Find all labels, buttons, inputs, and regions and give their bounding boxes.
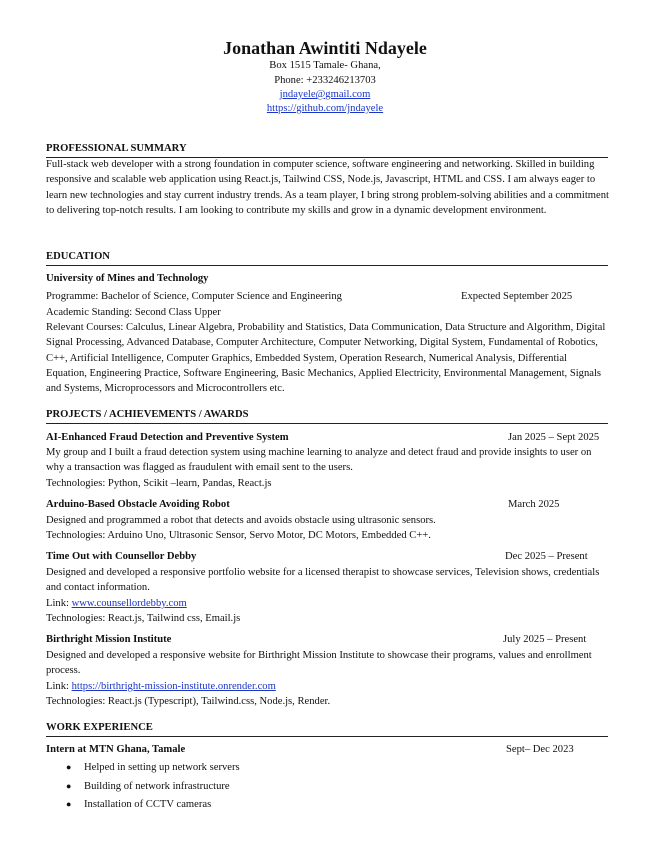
link-label: Link: [46,681,72,692]
github-link[interactable]: https://github.com/jndayele [266,103,384,114]
work-heading: WORK EXPERIENCE [46,721,608,737]
job-title: Intern at MTN Ghana, Tamale [46,744,186,755]
list-item: Building of network infrastructure [84,781,230,792]
programme: Programme: Bachelor of Science, Computer Science and Engineering [46,291,342,302]
project-technologies: Technologies: React.js, Tailwind css, Email.js [46,613,241,624]
list-item: Helped in setting up network servers [84,762,240,773]
list-item: Installation of CCTV cameras [84,799,212,810]
academic-standing: Academic Standing: Second Class Upper [46,307,221,318]
expected-date: Expected September 2025 [461,291,573,302]
project-link-row [46,679,276,694]
github-row [0,101,650,116]
project-description: Designed and programmed a robot that detects and avoids obstacle using ultrasonic sensors. [46,515,436,526]
project-title: Birthright Mission Institute [46,634,172,645]
birthright-link[interactable]: https://birthright-mission-institute.onrender.com [71,681,276,692]
job-date: Sept– Dec 2023 [506,744,574,755]
bullet-icon: ● [66,762,72,772]
counsellor-debby-link[interactable]: www.counsellordebby.com [71,598,187,609]
projects-heading: PROJECTS / ACHIEVEMENTS / AWARDS [46,408,608,424]
project-description: Designed and developed a responsive portfolio website for a licensed therapist to showcase services, Television shows, credentials and contact information. [46,567,600,594]
project-technologies: Technologies: React.js (Typescript), Tailwind.css, Node.js, Render. [46,696,331,707]
project-date: Jan 2025 – Sept 2025 [508,432,600,443]
email-link[interactable]: jndayele@gmail.com [279,89,371,100]
bullet-icon: ● [66,781,72,791]
candidate-name: Jonathan Awintiti Ndayele [223,38,427,58]
address: Box 1515 Tamale- Ghana, [269,60,381,71]
project-title: Time Out with Counsellor Debby [46,551,197,562]
school-name: University of Mines and Technology [46,273,209,284]
project-title: Arduino-Based Obstacle Avoiding Robot [46,499,230,510]
project-technologies: Technologies: Arduino Uno, Ultrasonic Sensor, Servo Motor, DC Motors, Embedded C++. [46,530,431,541]
project-description: My group and I built a fraud detection system using machine learning to analyze and detect fraud and provide insights to user on why a transaction was flagged as fraudulent with email sent to the users. [46,447,592,474]
project-description: Designed and developed a responsive website for Birthright Mission Institute to showcase their programs, values and enrollment process. [46,650,592,677]
bullet-icon: ● [66,799,72,809]
phone: Phone: +233246213703 [274,75,376,86]
relevant-courses: Relevant Courses: Calculus, Linear Algebra, Probability and Statistics, Data Communication, Data Structure and Algorithm, Digital Signal Processing, Advanced Database, Computer Architecture, Computer Networking, Digital System, Fundamental of Robotics, C++, Artificial Intelligence, Computer Graphics, Embedded System, Operation Research, Numerical Analysis, Differential Equation, Engineering Practice, Software Engineering, Basic Mechanics, Applied Electricity, Environmental Management, Signals and Systems, Microprocessors and Microcontrollers etc. [46,322,606,395]
project-date: March 2025 [508,499,560,510]
email-row [0,87,650,102]
project-title: AI-Enhanced Fraud Detection and Preventive System [46,432,289,443]
summary-heading: PROFESSIONAL SUMMARY [46,142,608,158]
project-link-row [46,596,187,611]
link-label: Link: [46,598,72,609]
project-technologies: Technologies: Python, Scikit –learn, Pandas, React.js [46,478,272,489]
project-date: July 2025 – Present [503,634,587,645]
project-date: Dec 2025 – Present [505,551,588,562]
summary-text: Full-stack web developer with a strong foundation in computer science, software engineering and networking. Skilled in building responsive and scalable web application using React.js, Tailwind CSS, Node.js, Javascript, HTML and CSS. I am always eager to learn new technologies and stay current industry trends. As a team player, I bring strong problem-solving abilities and a commitment to delivering top-notch results. I am looking to contribute my skills and grow in a dynamic development environment. [46,159,609,216]
education-heading: EDUCATION [46,250,608,266]
